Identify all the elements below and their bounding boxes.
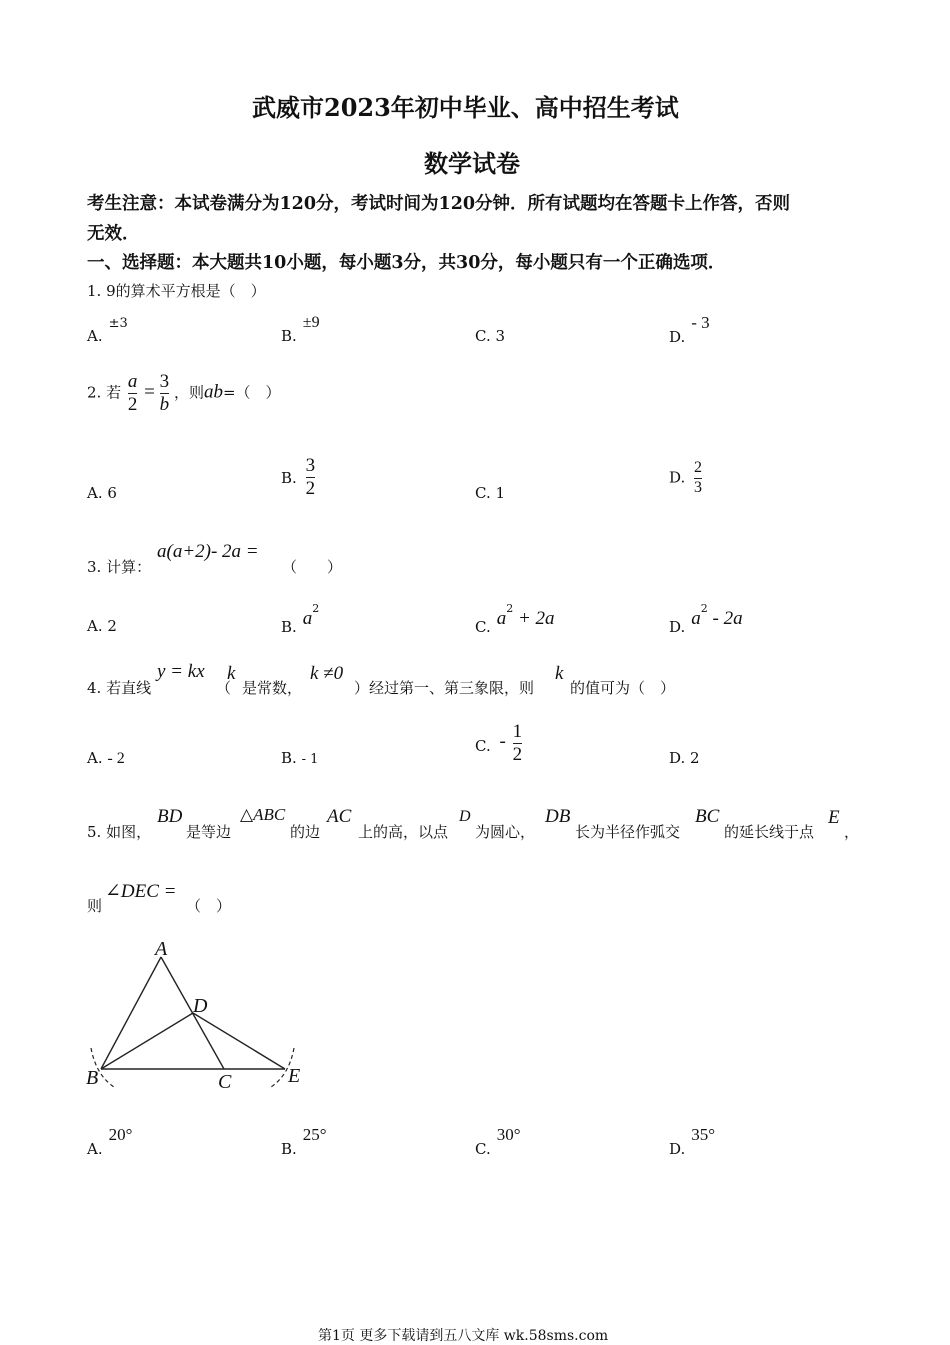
q1-stem: 1. 9的算术平方根是（ ） — [87, 282, 266, 300]
q5-text-1: 是等边 — [186, 823, 232, 841]
notice-line-1: 考生注意：本试卷满分为120分，考试时间为120分钟．所有试题均在答题卡上作答，否则 — [87, 194, 791, 214]
q5-text-6: 的延长线于点 — [724, 823, 815, 841]
q4-option-d: D. 2 — [669, 749, 700, 767]
q2-option-a: A. 6 — [87, 484, 117, 502]
q3-option-c: C. $a^2 + 2a$ — [475, 602, 555, 636]
q3-lead: 3. 计算： — [87, 558, 152, 576]
q3-option-d: D. $a^2 - 2a$ — [669, 602, 743, 636]
q4-k-nonzero: k ≠0 — [310, 663, 344, 684]
q4-option-a: A. - 2 — [87, 749, 125, 767]
q5-option-d: D.35° — [669, 1125, 716, 1158]
q5-text-7: ， — [844, 823, 860, 841]
q5-text-2: 的边 — [290, 823, 321, 841]
subject-title: 数学试卷 — [424, 149, 520, 178]
q5-option-c: C.30° — [475, 1125, 521, 1158]
q5-bc: BC — [695, 806, 720, 827]
q4-text-constant: 是常数， — [242, 679, 303, 697]
label-d: D — [193, 995, 208, 1017]
q5-angle-dec: ∠DEC = — [105, 881, 177, 902]
q5-db: DB — [545, 806, 571, 827]
q2-option-c: C. 1 — [475, 484, 506, 502]
q5-option-b: B.25° — [281, 1125, 327, 1158]
q5-ac: AC — [327, 806, 352, 827]
q1-option-b: B.±9 — [281, 314, 320, 345]
q4-line-equation: y = kx — [157, 661, 205, 682]
q3-expression: a(a+2)- 2a = — [157, 541, 259, 562]
q5-triangle-abc: △ABC — [240, 805, 286, 824]
q4-paren-open: （ — [216, 679, 232, 697]
q1-option-c: C. 3 — [475, 327, 506, 345]
q4-k3: k — [555, 663, 564, 684]
segment-de — [193, 1013, 285, 1069]
q3-option-b: B. $a^2$ — [281, 602, 320, 636]
q4-text-quadrants: ）经过第一、第三象限，则 — [354, 679, 535, 697]
section1-heading: 一、选择题：本大题共10小题，每小题3分，共30分，每小题只有一个正确选项． — [87, 253, 726, 273]
label-b: B — [86, 1067, 99, 1089]
q5-d: D — [459, 808, 471, 825]
q3-option-a: A. 2 — [87, 617, 117, 635]
label-a: A — [155, 938, 168, 960]
q4-option-b: B. - 1 — [281, 749, 319, 767]
q5-option-a: A.20° — [87, 1125, 133, 1158]
q3-tail: （ ） — [282, 558, 343, 576]
q2-option-b: B. $\frac{3}{2}$ — [281, 455, 316, 499]
label-c: C — [218, 1071, 232, 1093]
q5-text-3: 上的高，以点 — [358, 823, 449, 841]
q1-option-a: A.±3 — [87, 316, 128, 345]
q5-then: 则 — [87, 897, 103, 915]
page-footer: 第1页 更多下载请到五八文库 wk.58sms.com — [318, 1328, 609, 1344]
q5-lead: 5. 如图， — [87, 823, 152, 841]
q2-stem: 2. 若 $\frac{a}{2}$ = $\frac{3}{b}$ ，则ab=（ ） — [87, 371, 281, 415]
q4-tail: 的值可为（ ） — [570, 679, 676, 697]
side-ab — [101, 957, 161, 1069]
q5-bd: BD — [157, 806, 183, 827]
label-e: E — [288, 1065, 301, 1087]
exam-title: 武威市2023年初中毕业、高中招生考试 — [252, 93, 679, 122]
q4-option-c: C. - $\frac{1}{2}$ — [475, 721, 523, 765]
q5-text-4: 为圆心， — [475, 823, 536, 841]
q4-lead: 4. 若直线 — [87, 679, 152, 697]
q5-text-5: 长为半径作弧交 — [575, 823, 681, 841]
q4-k1: k — [227, 663, 236, 684]
q5-e: E — [828, 807, 840, 828]
notice-line-2: 无效． — [87, 224, 140, 244]
q5-tail: （ ） — [186, 897, 232, 915]
q2-option-d: D. $\frac{2}{3}$ — [669, 459, 703, 496]
q5-geometry-figure — [80, 935, 320, 1095]
q1-option-d: D.- 3 — [669, 313, 710, 346]
segment-bd — [101, 1013, 193, 1069]
